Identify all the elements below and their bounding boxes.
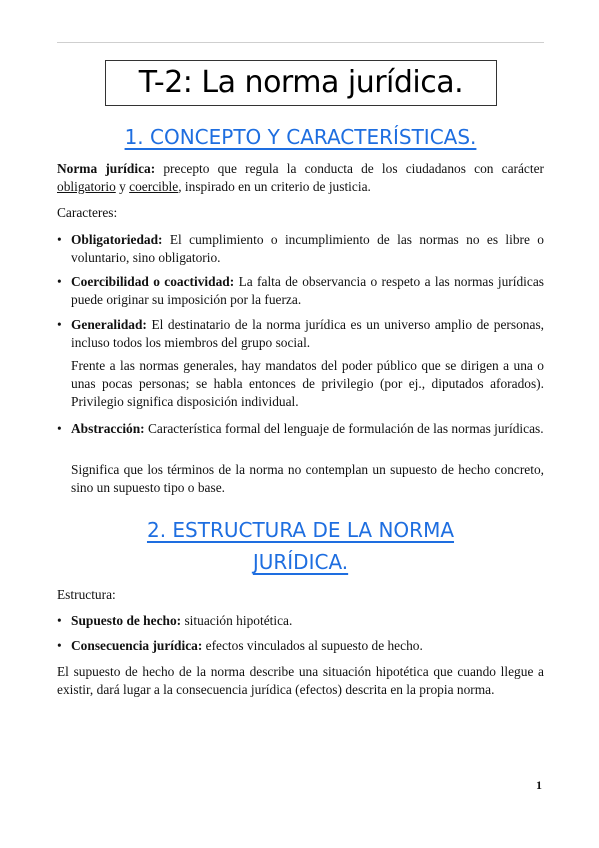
definition-text: , inspirado en un criterio de justicia.	[178, 179, 371, 194]
list-item-term: Generalidad:	[71, 317, 147, 332]
list-item-generalidad	[57, 316, 544, 352]
definition-paragraph	[57, 160, 544, 196]
list-item-text	[71, 231, 544, 267]
list-item-text	[71, 612, 544, 630]
bullet-icon: •	[57, 317, 62, 332]
list-item-term: Consecuencia jurídica:	[71, 638, 203, 653]
list-item-text	[71, 420, 544, 438]
bullet-icon: •	[57, 421, 62, 436]
bullet-icon: •	[57, 232, 62, 247]
bullet-icon: •	[57, 274, 62, 289]
list-item-body: El cumplimiento o incumplimiento de las normas no es libre o voluntario, sino obligatorio.	[71, 232, 544, 265]
list-item-term: Supuesto de hecho:	[71, 613, 182, 628]
page-number: 1	[536, 778, 542, 792]
definition-term: Norma jurídica:	[57, 161, 156, 176]
section-2-heading-line-1: 2. ESTRUCTURA DE LA NORMA	[146, 518, 455, 542]
list-item-text	[71, 637, 544, 655]
definition-text: y	[115, 179, 130, 194]
list-item-body: La falta de observancia o respeto a las normas jurídicas puede originar su imposición por la fuerza.	[71, 274, 545, 307]
list-item-term: Obligatoriedad:	[71, 232, 163, 247]
bullet-icon: •	[57, 638, 62, 653]
list-item-body: El destinatario de la norma jurídica es un universo amplio de personas, incluso todos los miembros del grupo social.	[71, 317, 544, 350]
section-2-heading-line-2: JURÍDICA.	[252, 550, 349, 574]
generalidad-note: Frente a las normas generales, hay mandatos del poder público que se dirigen a una o unas pocas personas; se habla entonces de privilegio (por ej., diputados aforados). Privilegio significa disposición individual.	[71, 358, 544, 409]
definition-text: precepto que regula la conducta de los ciudadanos con carácter	[155, 161, 544, 176]
estructura-label: Estructura:	[57, 587, 116, 602]
list-item-supuesto	[57, 612, 544, 630]
section-2-heading	[57, 514, 544, 578]
list-item-text	[71, 316, 544, 352]
abstraccion-note: Significa que los términos de la norma no contemplan un supuesto de hecho concreto, sino un supuesto tipo o base.	[71, 462, 544, 495]
definition-underlined-obligatorio: obligatorio	[57, 179, 116, 194]
list-item-coercibilidad	[57, 273, 544, 309]
list-item-term: Abstracción:	[71, 421, 145, 436]
list-item-consecuencia	[57, 637, 544, 655]
list-item-text	[71, 273, 544, 309]
list-item-body: efectos vinculados al supuesto de hecho.	[202, 638, 423, 653]
list-item-body: situación hipotética.	[181, 613, 293, 628]
list-item-term: Coercibilidad o coactividad:	[71, 274, 235, 289]
list-item-obligatoriedad	[57, 231, 544, 267]
list-item-body: Característica formal del lenguaje de formulación de las normas jurídicas.	[144, 421, 544, 436]
definition-underlined-coercible: coercible	[129, 179, 179, 194]
header-rule	[57, 42, 544, 43]
closing-paragraph: El supuesto de hecho de la norma describe una situación hipotética que cuando llegue a existir, dará lugar a la consecuencia jurídica (efectos) descrita en la propia norma.	[57, 664, 544, 697]
section-1-heading: 1. CONCEPTO Y CARACTERÍSTICAS.	[124, 125, 477, 149]
document-title: T-2: La norma jurídica.	[105, 60, 497, 106]
caracteres-label: Caracteres:	[57, 205, 118, 220]
list-item-abstraccion	[57, 420, 544, 438]
bullet-icon: •	[57, 613, 62, 628]
